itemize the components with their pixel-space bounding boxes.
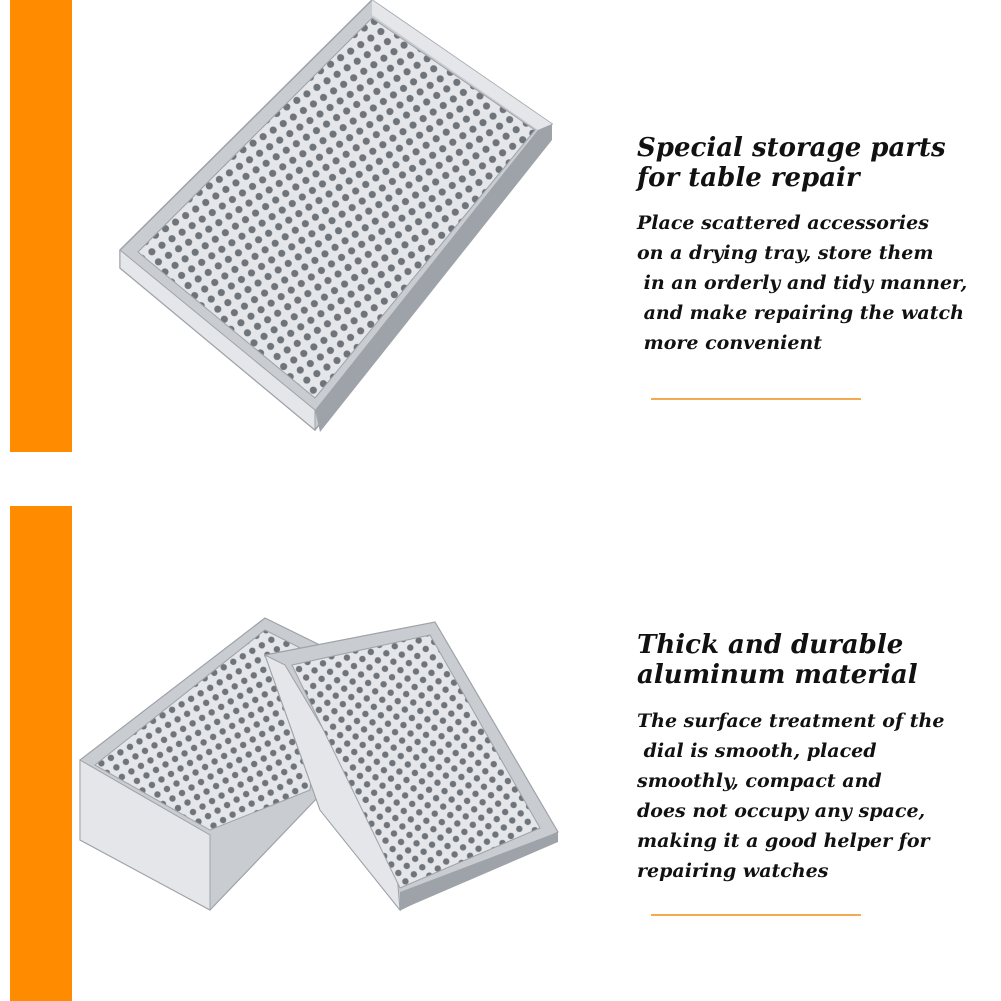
section-2-divider (651, 914, 861, 916)
section-1-heading: Special storage parts for table repair (637, 133, 946, 193)
section-2-description: The surface treatment of the dial is smooth, placed smoothly, compact and does not occupy any space, making it a good helper for repairing watches (637, 710, 945, 882)
tray-image-single (110, 0, 560, 440)
section-2-heading: Thick and durable aluminum material (637, 630, 918, 690)
tray-image-pair (70, 610, 570, 920)
section-1-description: Place scattered accessories on a drying tray, store them in an orderly and tidy manner, and make repairing the watch more convenient (637, 212, 968, 354)
accent-bar-bottom (10, 506, 72, 1001)
section-1-divider (651, 398, 861, 400)
accent-bar-top (10, 0, 72, 452)
